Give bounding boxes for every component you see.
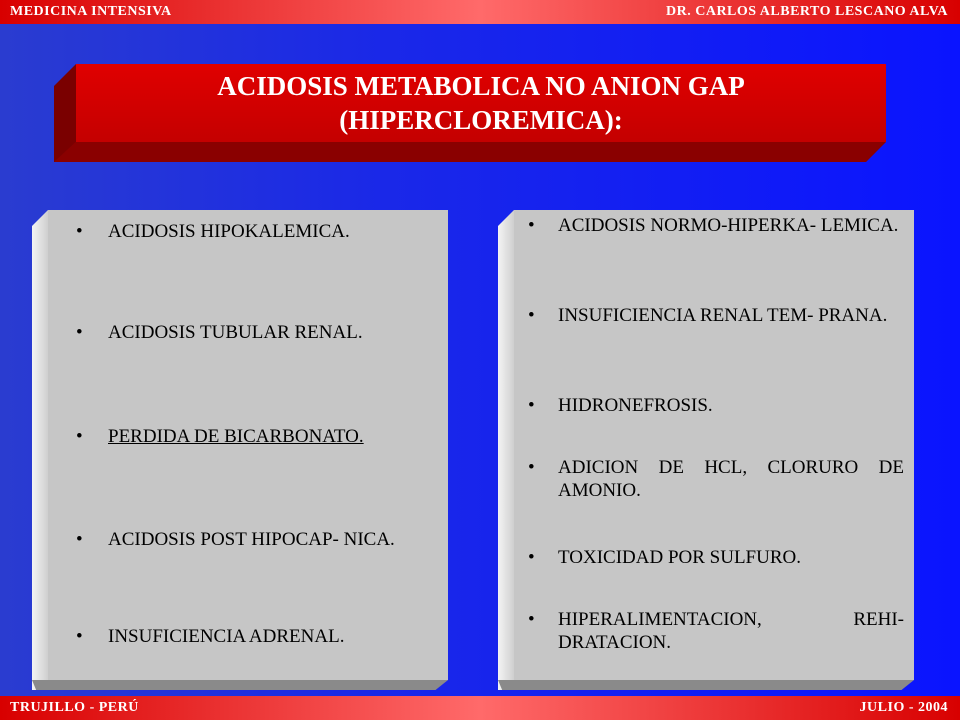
left-list: [48, 210, 448, 680]
list-item-text: INSUFICIENCIA ADRENAL.: [108, 626, 345, 647]
list-item: [48, 425, 434, 448]
right-list: [514, 210, 914, 680]
list-item: [48, 625, 434, 648]
bullet: •: [528, 609, 535, 630]
slide-title: [76, 64, 886, 142]
bullet: •: [76, 529, 83, 550]
list-item: [48, 321, 434, 344]
right-panel-bottom-edge: [498, 680, 914, 690]
left-panel: [32, 210, 448, 690]
list-item-text: ACIDOSIS POST HIPOCAP- NICA.: [108, 529, 395, 550]
slide-title-line1: ACIDOSIS METABOLICA NO ANION GAP: [217, 71, 745, 101]
list-item: [514, 608, 904, 654]
list-item: [48, 524, 434, 556]
footer-left-text: TRUJILLO - PERÚ: [10, 700, 139, 715]
bullet: •: [528, 457, 535, 478]
list-item: [514, 214, 904, 237]
header-left-text: MEDICINA INTENSIVA: [10, 4, 172, 19]
footer-band: [0, 696, 960, 720]
list-item-text: TOXICIDAD POR SULFURO.: [558, 547, 801, 568]
list-item: [514, 394, 904, 417]
right-panel-side: [498, 210, 514, 690]
list-item-text: HIPERALIMENTACION, REHI- DRATACION.: [558, 609, 904, 653]
header-band: [0, 0, 960, 24]
list-item: [48, 220, 434, 243]
list-item-text: HIDRONEFROSIS.: [558, 395, 713, 416]
header-right-text: DR. CARLOS ALBERTO LESCANO ALVA: [666, 4, 948, 19]
right-panel: [498, 210, 914, 690]
slide-title-line2: (HIPERCLOREMICA):: [339, 105, 623, 135]
list-item-text: INSUFICIENCIA RENAL TEM- PRANA.: [558, 305, 888, 326]
left-panel-side: [32, 210, 48, 690]
bullet: •: [76, 426, 83, 447]
list-item-text: ACIDOSIS HIPOKALEMICA.: [108, 221, 350, 242]
footer-right-text: JULIO - 2004: [859, 700, 948, 715]
bullet: •: [76, 322, 83, 343]
left-panel-face: [48, 210, 448, 680]
right-panel-face: [514, 210, 914, 680]
list-item: [514, 456, 904, 502]
bullet: •: [528, 305, 535, 326]
list-item: [514, 304, 904, 327]
list-item-text: ACIDOSIS TUBULAR RENAL.: [108, 322, 363, 343]
bullet: •: [76, 221, 83, 242]
left-panel-bottom-edge: [32, 680, 448, 690]
title-box-bottom: [54, 142, 886, 162]
bullet: •: [76, 626, 83, 647]
bullet: •: [528, 395, 535, 416]
list-item-text: PERDIDA DE BICARBONATO.: [108, 426, 364, 447]
bullet: •: [528, 215, 535, 236]
list-item-text: ADICION DE HCL, CLORURO DE AMONIO.: [558, 457, 904, 501]
list-item: [514, 546, 904, 569]
title-box: [54, 64, 890, 162]
list-item-text: ACIDOSIS NORMO-HIPERKA- LEMICA.: [558, 215, 899, 236]
bullet: •: [528, 547, 535, 568]
